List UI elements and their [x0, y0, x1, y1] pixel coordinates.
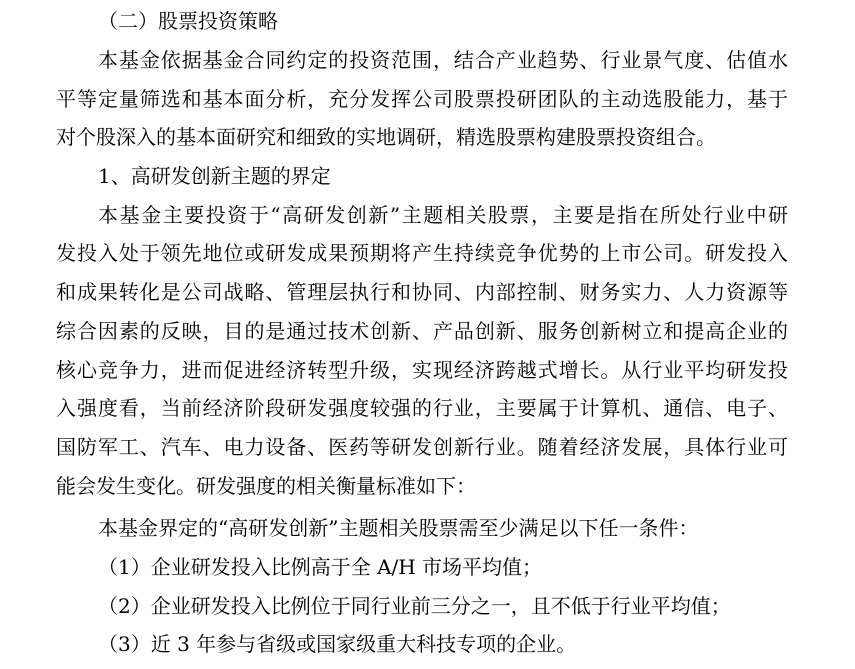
paragraph-line: 国防军工、汽车、电力设备、医药等研发创新行业。随着经济发展，具体行业可 — [56, 435, 788, 459]
paragraph-line: 入强度看，当前经济阶段研发强度较强的行业，主要属于计算机、通信、电子、 — [56, 396, 788, 420]
paragraph-line: 本基金主要投资于“高研发创新”主题相关股票，主要是指在所处行业中研 — [98, 203, 788, 227]
criteria-intro: 本基金界定的“高研发创新”主题相关股票需至少满足以下任一条件： — [98, 516, 699, 540]
paragraph-line: 平等定量筛选和基本面分析，充分发挥公司股票投研团队的主动选股能力，基于 — [56, 87, 788, 111]
paragraph-line: 和成果转化是公司战略、管理层执行和协同、内部控制、财务实力、人力资源等 — [56, 280, 788, 304]
paragraph-line: 本基金依据基金合同约定的投资范围，结合产业趋势、行业景气度、估值水 — [98, 48, 788, 72]
paragraph-line: 核心竞争力，进而促进经济转型升级，实现经济跨越式增长。从行业平均研发投 — [56, 358, 788, 382]
paragraph-line: 发投入处于领先地位或研发成果预期将产生持续竞争优势的上市公司。研发投入 — [56, 241, 788, 265]
paragraph-line: 能会发生变化。研发强度的相关衡量标准如下： — [56, 474, 476, 498]
section-heading-stock-strategy: （二）股票投资策略 — [98, 9, 278, 33]
criteria-item-1: （1）企业研发投入比例高于全 A/H 市场平均值； — [98, 555, 543, 579]
paragraph-line: 对个股深入的基本面研究和细致的实地调研，精选股票构建股票投资组合。 — [56, 125, 716, 149]
criteria-item-2: （2）企业研发投入比例位于同行业前三分之一，且不低于行业平均值； — [98, 594, 731, 618]
paragraph-line: 综合因素的反映，目的是通过技术创新、产品创新、服务创新树立和提高企业的 — [56, 319, 788, 343]
criteria-item-3: （3）近 3 年参与省级或国家级重大科技专项的企业。 — [98, 632, 577, 656]
subsection-heading-definition: 1、高研发创新主题的界定 — [98, 164, 331, 188]
